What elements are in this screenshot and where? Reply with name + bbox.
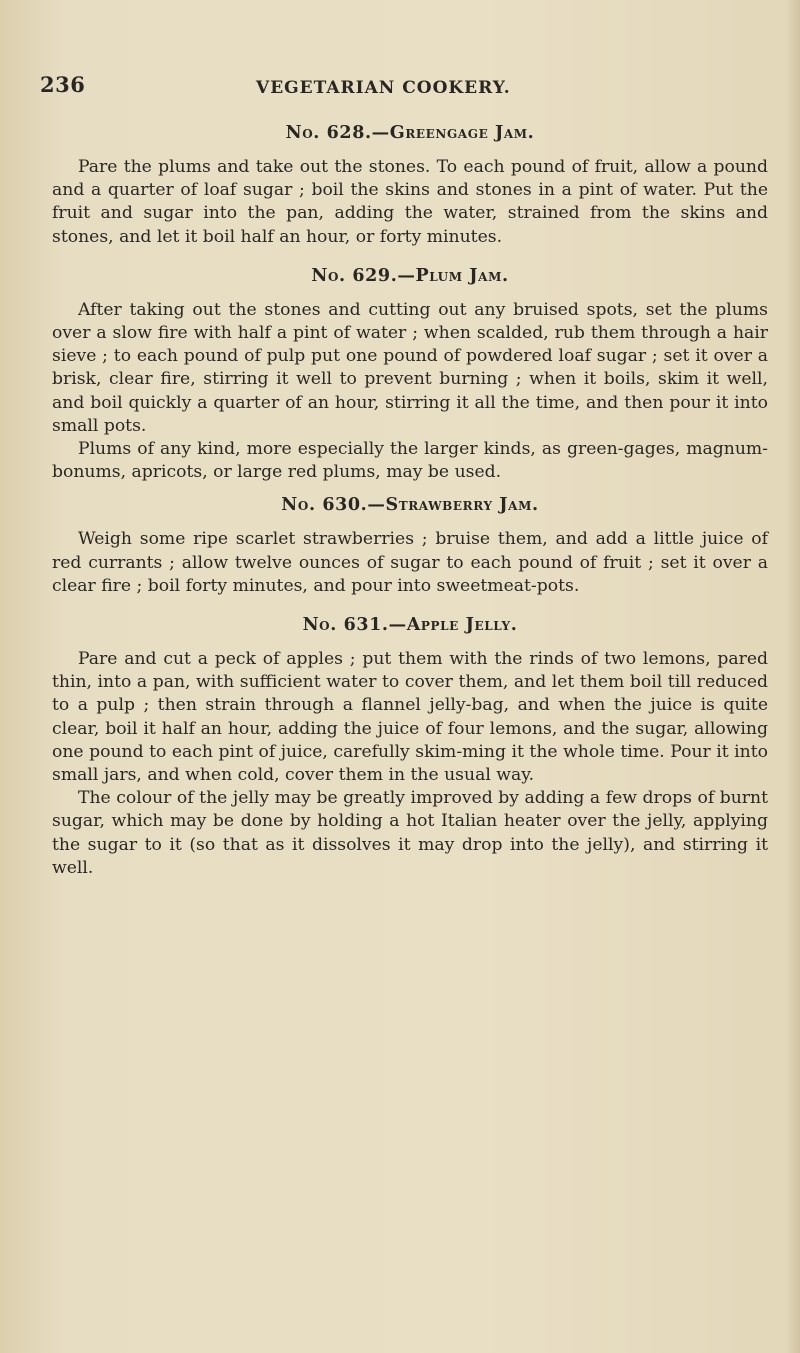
recipe-paragraph: Pare and cut a peck of apples ; put them with the rinds of two lemons, pared thin, into a pan, with sufficient water to cover them, and let them boil till reduced to a pulp ; then strain through a flannel jelly-bag, and when the juice is quite clear, boil it half an hour, adding the juice of four lemons, and the sugar, allowing one pound to each pint of juice, carefully skim-ming it the whole time. Pour it into small jars, and when cold, cover them in the usual way. — [52, 649, 768, 786]
page-edge-shadow — [786, 0, 800, 1353]
recipe-title: No. 628.—Greengage Jam. — [285, 123, 535, 143]
recipe-631 — [52, 610, 768, 880]
recipe-628 — [52, 118, 768, 249]
recipe-title: No. 630.—Strawberry Jam. — [281, 495, 539, 516]
recipe-title: No. 631.—Apple Jelly. — [302, 615, 518, 636]
recipe-paragraph: Weigh some ripe scarlet strawberries ; bruise them, and add a little juice of red currants ; allow twelve ounces of sugar to each pound of fruit ; set it over a clear fire ; boil forty minutes, and pour into sweetmeat-pots. — [52, 529, 768, 596]
recipe-paragraph: The colour of the jelly may be greatly improved by adding a few drops of burnt sugar, which may be done by holding a hot Italian heater over the jelly, applying the sugar to it (so that as it dissolves it may drop into the jelly), and stirring it well. — [52, 788, 768, 878]
page-body — [52, 118, 768, 880]
recipe-paragraph: After taking out the stones and cutting out any bruised spots, set the plums over a slow fire with half a pint of water ; when scalded, rub them through a hair sieve ; to each pound of pulp put one pound of powdered loaf sugar ; set it over a brisk, clear fire, stirring it well to prevent burning ; when it boils, skim it well, and boil quickly a quarter of an hour, stirring it all the time, and then pour it into small pots. — [52, 299, 768, 436]
recipe-629 — [52, 261, 768, 485]
recipe-paragraph: Pare the plums and take out the stones. To each pound of fruit, allow a pound and a quarter of loaf sugar ; boil the skins and stones in a pint of water. Put the fruit and sugar into the pan, adding the water, strained from the skins and stones, and let it boil half an hour, or forty minutes. — [52, 157, 768, 247]
recipe-title: No. 629.—Plum Jam. — [311, 265, 509, 286]
running-head-title: VEGETARIAN COOKERY. — [256, 78, 511, 98]
recipe-paragraph: Plums of any kind, more especially the larger kinds, as green-gages, magnum-bonums, apricots, or large red plums, may be used. — [52, 439, 768, 483]
page-number: 236 — [40, 72, 86, 97]
recipe-630 — [52, 490, 768, 598]
running-head — [40, 72, 760, 102]
